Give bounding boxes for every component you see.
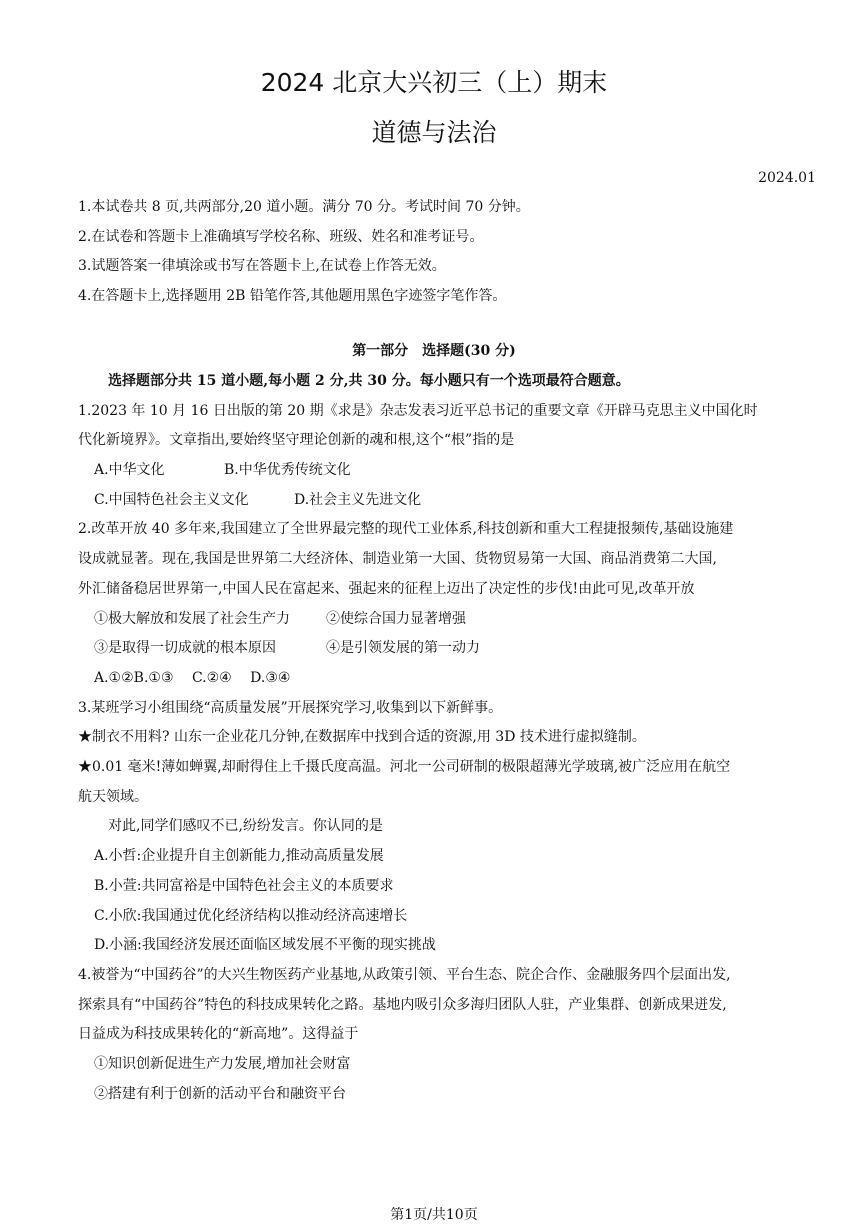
q2-item-2: ②使综合国力显著增强 — [326, 611, 466, 627]
q3-option-d: D.小涵:我国经济发展还面临区域发展不平衡的现实挑战 — [94, 937, 436, 953]
instruction-line: 4.在答题卡上,选择题用 2B 铅笔作答,其他题用黑色字迹签字笔作答。 — [78, 288, 507, 304]
q1-option-a: A.中华文化 — [94, 462, 165, 478]
q4-stem-line: 4.被誉为“中国药谷”的大兴生物医药产业基地,从政策引领、平台生态、院企合作、金融服务四个层面出发, — [78, 967, 731, 983]
q3-line: 对此,同学们感叹不已,纷纷发言。你认同的是 — [108, 818, 383, 834]
q4-stem-line: 探索具有“中国药谷”特色的科技成果转化之路。基地内吸引众多海归团队人驻，产业集群、创新成果迸发, — [78, 997, 727, 1013]
q3-option-a: A.小哲:企业提升自主创新能力,推动高质量发展 — [94, 848, 384, 864]
q4-item-2: ②搭建有利于创新的活动平台和融资平台 — [94, 1086, 346, 1102]
q1-option-c: C.中国特色社会主义文化 — [94, 492, 249, 508]
instruction-line: 1.本试卷共 8 页,共两部分,20 道小题。满分 70 分。考试时间 70 分钟。 — [78, 199, 530, 215]
subject-title: 道德与法治 — [371, 118, 497, 147]
q1-stem-line: 1.2023 年 10 月 16 日出版的第 20 期《求是》杂志发表习近平总书记的重要文章《开辟马克思主义中国化时 — [78, 403, 758, 419]
q4-stem-line: 日益成为科技成果转化的“新高地”。这得益于 — [78, 1026, 359, 1042]
q2-stem-line: 设成就显著。现在,我国是世界第二大经济体、制造业第一大国、货物贸易第一大国、商品消费第二大国, — [78, 551, 717, 567]
q3-option-b: B.小萱:共同富裕是中国特色社会主义的本质要求 — [94, 878, 394, 894]
section-note: 选择题部分共 15 道小题,每小题 2 分,共 30 分。每小题只有一个选项最符合题意。 — [108, 373, 630, 389]
q2-item-4: ④是引领发展的第一动力 — [326, 640, 480, 656]
q2-stem-line: 2.改革开放 40 多年来,我国建立了全世界最完整的现代工业体系,科技创新和重大工程捷报频传,基础设施建 — [78, 521, 734, 537]
q2-item-1: ①极大解放和发展了社会生产力 — [94, 611, 290, 627]
q1-option-b: B.中华优秀传统文化 — [224, 462, 351, 478]
exam-title: 2024 北京大兴初三（上）期末 — [260, 68, 608, 97]
q1-option-d: D.社会主义先进文化 — [294, 492, 422, 508]
q2-options: A.①②B.①③ C.②④ D.③④ — [94, 670, 291, 686]
q3-option-c: C.小欣:我国通过优化经济结构以推动经济高速增长 — [94, 908, 408, 924]
instruction-line: 3.试题答案一律填涂或书写在答题卡上,在试卷上作答无效。 — [78, 258, 446, 274]
q4-item-1: ①知识创新促进生产力发展,增加社会财富 — [94, 1056, 351, 1072]
q2-stem-line: 外汇储备稳居世界第一,中国人民在富起来、强起来的征程上迈出了决定性的步伐!由此可见,改革开放 — [78, 581, 695, 597]
q3-line: 航天领域。 — [78, 789, 148, 805]
q3-line: ★0.01 毫米!薄如蝉翼,却耐得住上千摄氏度高温。河北一公司研制的极限超薄光学玻璃,被广泛应用在航空 — [78, 759, 731, 775]
page-number: 第1页/共10页 — [390, 1207, 478, 1223]
section-title: 第一部分 选择题(30 分) — [352, 343, 516, 359]
q2-item-3: ③是取得一切成就的根本原因 — [94, 640, 276, 656]
exam-date: 2024.01 — [758, 170, 816, 186]
q1-stem-line: 代化新境界》。文章指出,要始终坚守理论创新的魂和根,这个“根”指的是 — [78, 432, 515, 448]
instruction-line: 2.在试卷和答题卡上准确填写学校名称、班级、姓名和准考证号。 — [78, 229, 484, 245]
q3-line: 3.某班学习小组围绕“高质量发展”开展探究学习,收集到以下新鲜事。 — [78, 700, 503, 716]
q3-line: ★制衣不用料? 山东一企业花几分钟,在数据库中找到合适的资源,用 3D 技术进行虚拟缝制。 — [78, 729, 646, 745]
